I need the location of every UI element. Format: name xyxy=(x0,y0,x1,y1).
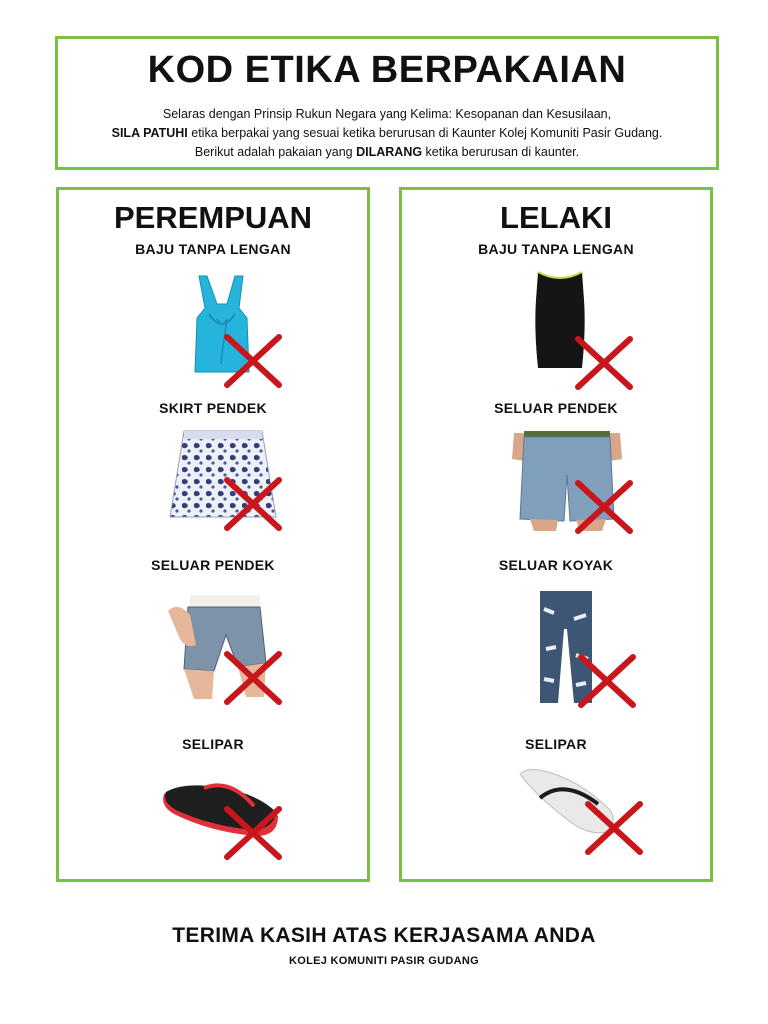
intro-line-2-text: etika berpakai yang sesuai ketika berurusan di Kaunter Kolej Komuniti Pasir Gudang. xyxy=(187,126,663,140)
men-item-label: BAJU TANPA LENGAN xyxy=(478,241,634,257)
men-cross-icon xyxy=(574,335,634,391)
men-column xyxy=(399,187,713,882)
women-column xyxy=(56,187,370,882)
women-item-label: SELIPAR xyxy=(182,736,244,752)
men-item-label: SELIPAR xyxy=(525,736,587,752)
women-item-label: BAJU TANPA LENGAN xyxy=(135,241,291,257)
women-item-label: SELUAR PENDEK xyxy=(151,557,275,573)
women-cross-icon xyxy=(223,805,283,861)
footer-subtitle: KOLEJ KOMUNITI PASIR GUDANG xyxy=(288,955,479,967)
intro-text xyxy=(58,105,716,162)
intro-line-3-post: ketika berurusan di kaunter. xyxy=(422,145,580,159)
intro-line-2 xyxy=(58,124,716,143)
men-item-label: SELUAR KOYAK xyxy=(498,557,614,573)
women-cross-icon xyxy=(223,476,283,532)
intro-line-3 xyxy=(58,143,716,162)
men-cross-icon xyxy=(574,479,634,535)
men-heading: LELAKI xyxy=(500,200,612,235)
intro-emphasis-patuhi: SILA PATUHI xyxy=(111,126,188,140)
intro-emphasis-dilarang: DILARANG xyxy=(356,145,423,159)
header-box xyxy=(55,36,719,170)
men-cross-icon xyxy=(584,800,644,856)
women-cross-icon xyxy=(223,333,283,389)
women-item-label: SKIRT PENDEK xyxy=(159,400,267,416)
page-title: KOD ETIKA BERPAKAIAN xyxy=(147,49,627,91)
intro-line-3-pre: Berikut adalah pakaian yang xyxy=(194,145,357,159)
women-cross-icon xyxy=(223,650,283,706)
women-heading: PEREMPUAN xyxy=(113,200,313,235)
intro-line-1: Selaras dengan Prinsip Rukun Negara yang Kelima: Kesopanan dan Kesusilaan, xyxy=(162,107,612,121)
footer-title: TERIMA KASIH ATAS KERJASAMA ANDA xyxy=(172,924,596,947)
men-cross-icon xyxy=(577,653,637,709)
men-item-label: SELUAR PENDEK xyxy=(494,400,618,416)
